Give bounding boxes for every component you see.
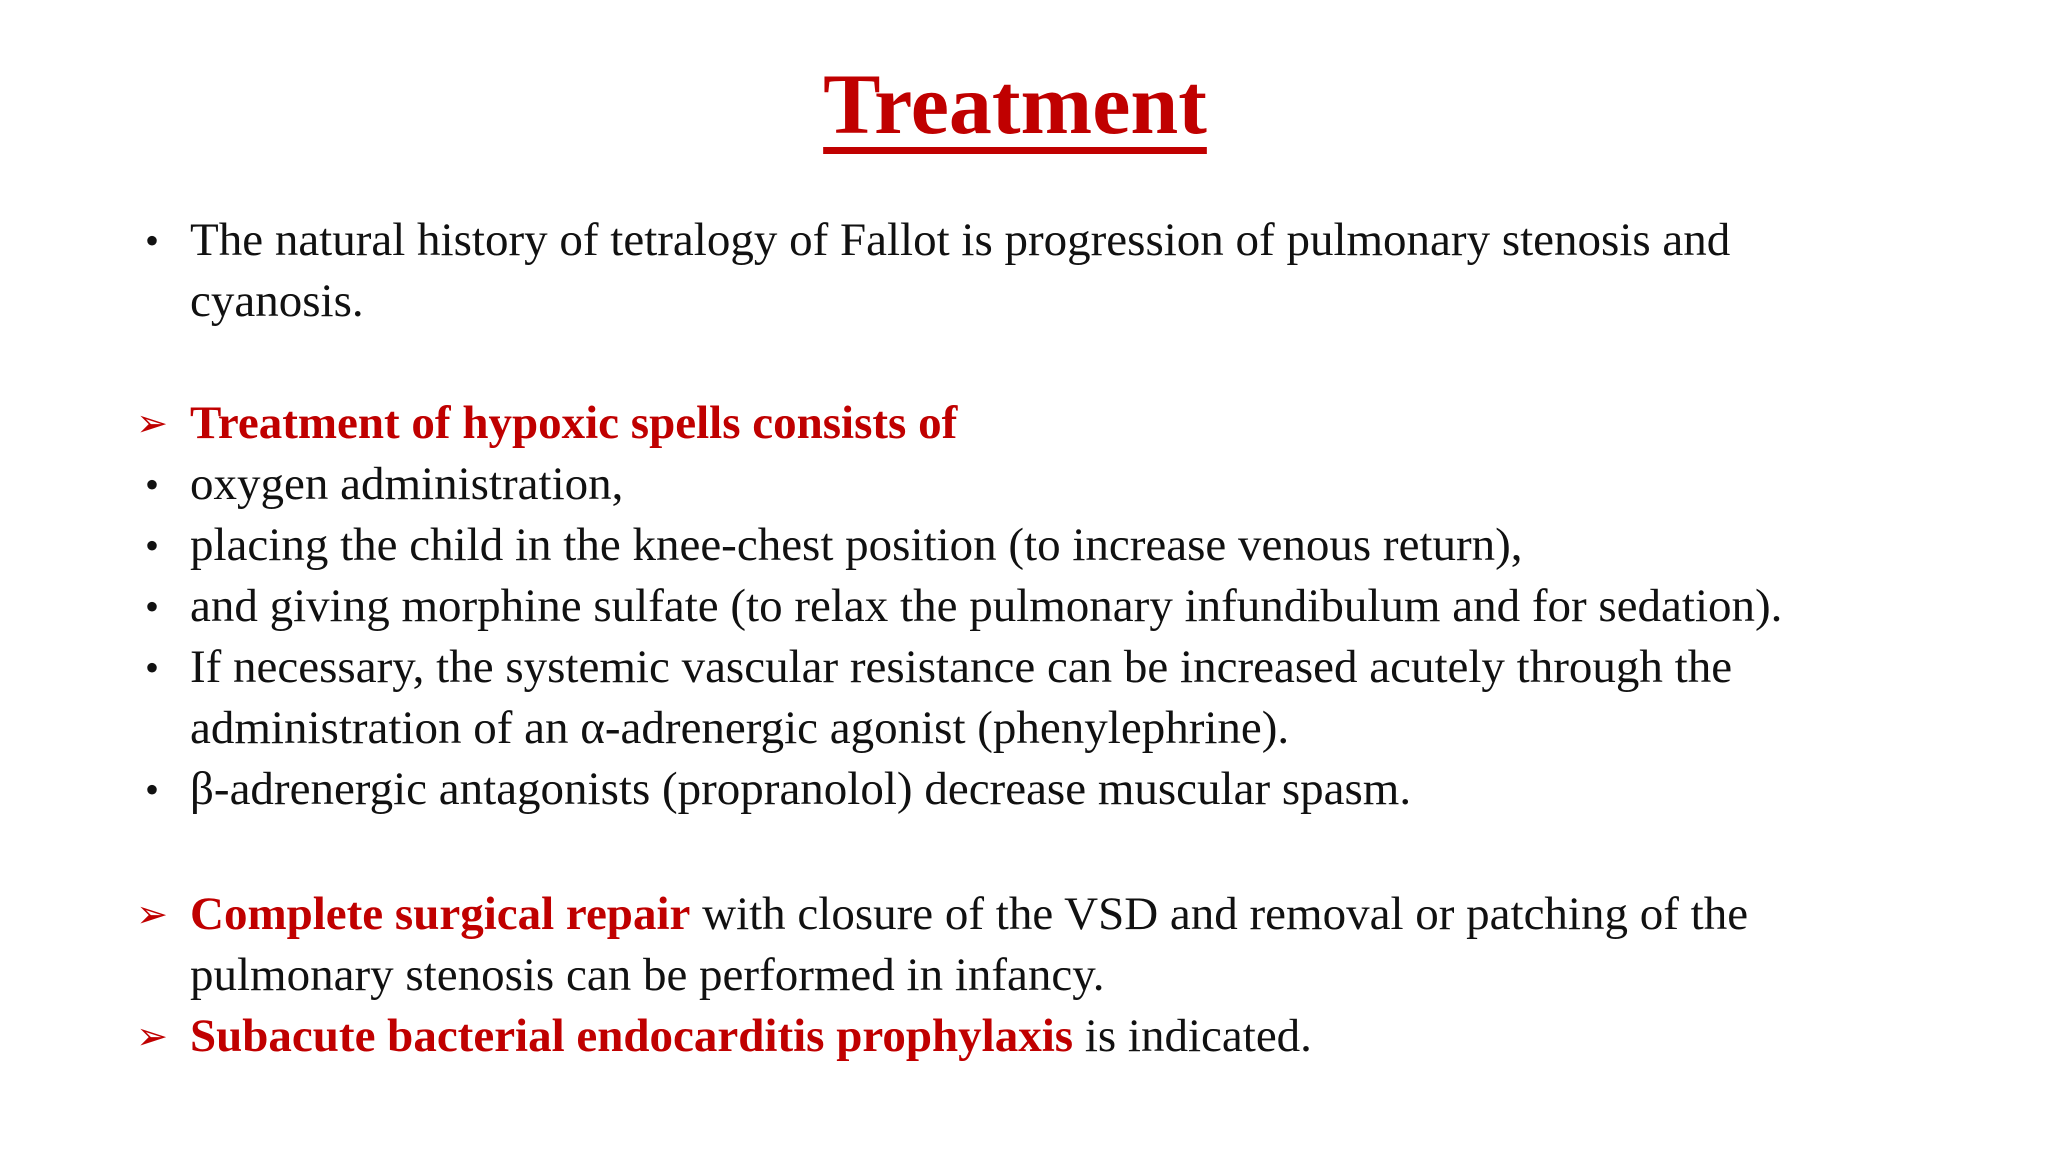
prophylaxis-item bbox=[136, 1006, 1950, 1067]
bullet-icon: • bbox=[144, 584, 159, 629]
bullet-icon: • bbox=[144, 218, 159, 263]
surgery-rest: with closure of the VSD and removal or patching of the bbox=[690, 888, 1749, 940]
hypoxic-bullet-5 bbox=[144, 759, 1950, 820]
hypoxic-bullet-3 bbox=[144, 576, 1950, 637]
slide-title bbox=[0, 54, 2030, 154]
prophylaxis-rest: is indicated. bbox=[1073, 1010, 1312, 1062]
hypoxic-bullet-5-text: β-adrenergic antagonists (propranolol) decrease muscular spasm. bbox=[190, 763, 1412, 815]
hypoxic-heading-item bbox=[136, 393, 1950, 454]
hypoxic-bullet-4-line-1: If necessary, the systemic vascular resistance can be increased acutely through the bbox=[190, 641, 1733, 693]
intro-line-1: The natural history of tetralogy of Fallot is progression of pulmonary stenosis and bbox=[190, 214, 1731, 266]
bullet-icon: • bbox=[144, 523, 159, 568]
arrow-icon: ➢ bbox=[136, 892, 168, 936]
bullet-icon: • bbox=[144, 462, 159, 507]
hypoxic-bullet-2 bbox=[144, 515, 1950, 576]
arrow-icon: ➢ bbox=[136, 1014, 168, 1058]
title-text: Treatment bbox=[823, 56, 1207, 152]
surgery-line-2: pulmonary stenosis can be performed in infancy. bbox=[190, 949, 1105, 1001]
intro-item bbox=[144, 210, 1950, 332]
intro-line-2: cyanosis. bbox=[190, 275, 364, 327]
bullet-icon: • bbox=[144, 767, 159, 812]
bullet-icon: • bbox=[144, 645, 159, 690]
surgery-bold: Complete surgical repair bbox=[190, 888, 691, 940]
hypoxic-bullet-3-text: and giving morphine sulfate (to relax the pulmonary infundibulum and for sedation). bbox=[190, 580, 1783, 632]
hypoxic-bullet-1 bbox=[144, 454, 1950, 515]
surgery-line-1 bbox=[190, 884, 1950, 945]
hypoxic-bullet-4-line-2: administration of an α-adrenergic agonist (phenylephrine). bbox=[190, 702, 1290, 754]
prophylaxis-bold: Subacute bacterial endocarditis prophylaxis bbox=[190, 1010, 1074, 1062]
hypoxic-bullet-4 bbox=[144, 637, 1950, 759]
surgery-item bbox=[136, 884, 1950, 1006]
hypoxic-heading: Treatment of hypoxic spells consists of bbox=[190, 397, 958, 449]
hypoxic-bullet-2-text: placing the child in the knee-chest position (to increase venous return), bbox=[190, 519, 1523, 571]
arrow-icon: ➢ bbox=[136, 401, 168, 445]
hypoxic-bullet-1-text: oxygen administration, bbox=[190, 458, 624, 510]
